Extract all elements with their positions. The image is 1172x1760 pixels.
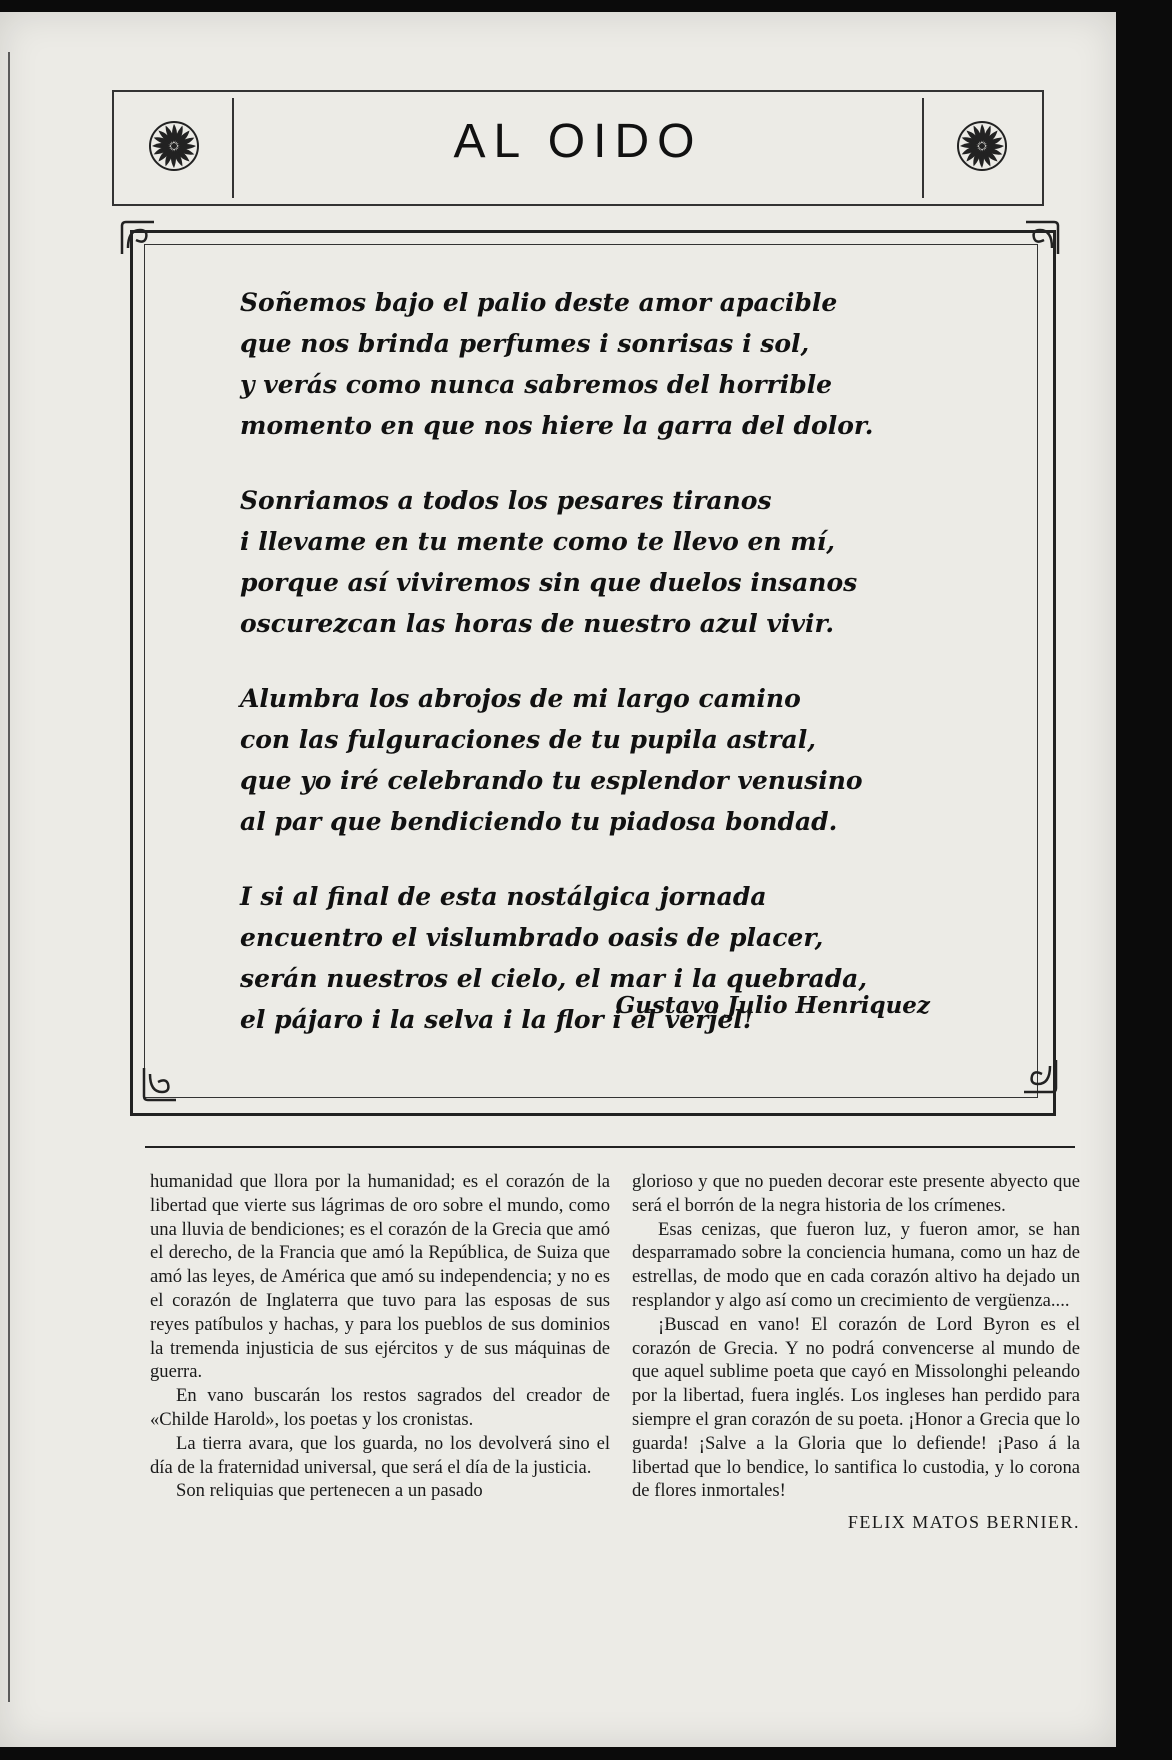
article-column-left	[150, 1170, 610, 1503]
poem-stanza	[240, 480, 980, 644]
poem-line: oscurezcan las horas de nuestro azul vivir.	[240, 609, 835, 638]
article-paragraph: ¡Buscad en vano! El corazón de Lord Byron es el corazón de Grecia. Y no podrá convencerse al mundo de que aquel sublime poeta que cayó en Missolonghi peleando por la libertad, fuera inglés. Los ingleses han perdido para siempre el gran corazón de su poeta. ¡Honor a Grecia que lo guarda! ¡Salve a la Gloria que lo defiende! ¡Paso á la libertad que lo bendice, lo santifica lo custodia, y lo corona de flores inmortales!	[632, 1313, 1080, 1502]
poem-line: Sonriamos a todos los pesares tiranos	[240, 486, 772, 515]
rosette-icon	[954, 118, 1010, 174]
article-paragraph: Esas cenizas, que fueron luz, y fueron amor, se han desparramado sobre la conciencia humana, como un haz de estrellas, de modo que en cada corazón altivo ha dejado un resplandor y algo así como un crecimiento de vergüenza....	[632, 1218, 1080, 1311]
poem-stanza	[240, 282, 980, 446]
poem-stanza	[240, 678, 980, 842]
banner-divider-right	[922, 98, 924, 198]
poem	[240, 282, 980, 1074]
poem-line: encuentro el vislumbrado oasis de placer,	[240, 923, 824, 952]
poem-line: momento en que nos hiere la garra del dolor.	[240, 411, 874, 440]
poem-author: Gustavo Julio Henriquez	[615, 992, 930, 1019]
section-divider	[145, 1146, 1075, 1148]
poem-line: y verás como nunca sabremos del horrible	[240, 370, 833, 399]
article-paragraph: En vano buscarán los restos sagrados del creador de «Childe Harold», los poetas y los cronistas.	[150, 1385, 610, 1430]
poem-line: I si al final de esta nostálgica jornada	[240, 882, 767, 911]
poem-line: con las fulguraciones de tu pupila astral,	[240, 725, 816, 754]
article-paragraph: glorioso y que no pueden decorar este presente abyecto que será el borrón de la negra historia de los crímenes.	[632, 1171, 1080, 1216]
rosette-icon	[146, 118, 202, 174]
corner-ornament-icon	[1022, 218, 1062, 258]
poem-line: porque así viviremos sin que duelos insanos	[240, 568, 858, 597]
poem-line: i llevame en tu mente como te llevo en mí,	[240, 527, 835, 556]
poem-line: serán nuestros el cielo, el mar i la quebrada,	[240, 964, 868, 993]
article-paragraph: La tierra avara, que los guarda, no los devolverá sino el día de la fraternidad universal, que será el día de la justicia.	[150, 1432, 610, 1478]
article-paragraph: humanidad que llora por la humanidad; es el corazón de la libertad que vierte sus lágrimas de oro sobre el mundo, como una lluvia de bendiciones; es el corazón de la Grecia que amó el derecho, de la Francia que amó la República, de Suiza que amó las leyes, de América que amó su independencia; y no es el corazón de Inglaterra que tuvo para las esposas de sus reyes patíbulos y hachas, y para los pueblos de sus dominios la tremenda injusticia de sus ejércitos y de sus máquinas de guerra.	[150, 1171, 610, 1383]
poem-line: que yo iré celebrando tu esplendor venusino	[240, 766, 863, 795]
poem-line: al par que bendiciendo tu piadosa bondad.	[240, 807, 838, 836]
poem-line: que nos brinda perfumes i sonrisas i sol,	[240, 329, 810, 358]
article-author: FELIX MATOS BERNIER.	[847, 1512, 1080, 1533]
article-column-right	[632, 1170, 1080, 1535]
poem-line: el pájaro i la selva i la flor i el verjel!	[240, 1005, 754, 1034]
page	[0, 12, 1116, 1747]
page-edge-line	[8, 52, 10, 1702]
corner-ornament-icon	[140, 1064, 180, 1104]
poem-line: Soñemos bajo el palio deste amor apacible	[240, 288, 838, 317]
article-paragraph: Son reliquias que pertenecen a un pasado	[176, 1480, 483, 1502]
corner-ornament-icon	[118, 218, 158, 258]
poem-line: Alumbra los abrojos de mi largo camino	[240, 684, 801, 713]
page-title: AL OIDO	[453, 115, 703, 168]
header-banner	[112, 90, 1044, 206]
corner-ornament-icon	[1020, 1056, 1060, 1096]
